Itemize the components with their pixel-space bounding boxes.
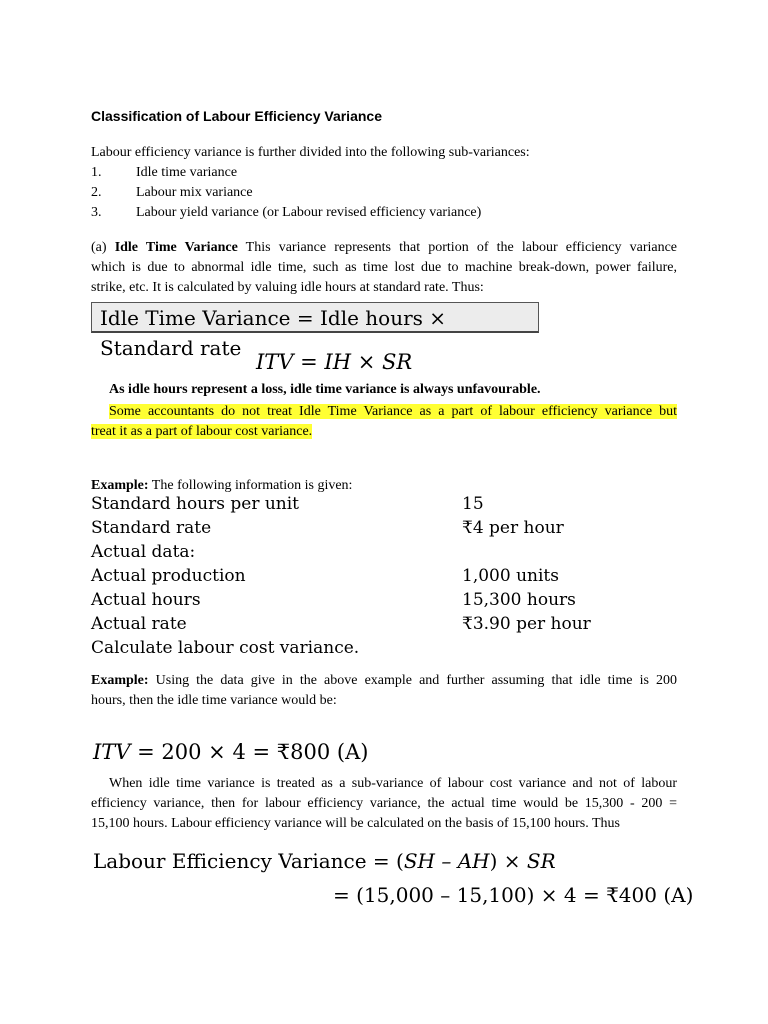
highlight-text: Some accountants do not treat Idle Time Variance as a part of labour efficiency variance but	[109, 404, 677, 419]
paragraph-line: Using the data give in the above example and further assuming that idle time is 200	[148, 673, 677, 688]
example-label: Example:	[91, 673, 149, 688]
itv-calc-rhs: = 200 × 4 = ₹800 (A)	[130, 740, 369, 764]
list-number: 3.	[91, 205, 102, 220]
itv-formula: ITV = IH × SR	[256, 350, 413, 374]
data-label: Actual hours	[91, 590, 201, 610]
paragraph-line: When idle time variance is treated as a sub-variance of labour cost variance and not of labour	[109, 776, 677, 791]
idle-time-paragraph	[91, 238, 677, 298]
data-value: ₹4 per hour	[462, 518, 564, 538]
list-item: Labour yield variance (or Labour revised efficiency variance)	[136, 205, 482, 220]
example-label: Example:	[91, 478, 149, 493]
highlighted-paragraph	[91, 402, 677, 442]
data-value: 15,300 hours	[462, 590, 576, 610]
list-number: 2.	[91, 185, 102, 200]
data-value: 1,000 units	[462, 566, 559, 586]
formula-text: ) ×	[489, 849, 527, 873]
example-text: The following information is given:	[148, 478, 353, 493]
example-two-paragraph	[91, 671, 677, 711]
paragraph-line: This variance represents that portion of the labour efficiency variance	[237, 240, 678, 255]
section-heading: Classification of Labour Efficiency Variance	[91, 108, 382, 124]
unfavourable-note: As idle hours represent a loss, idle time variance is always unfavourable.	[109, 382, 541, 397]
data-label: Standard hours per unit	[91, 494, 300, 514]
data-label: Standard rate	[91, 518, 212, 538]
itv-symbol: ITV	[93, 740, 131, 764]
idle-time-title: Idle Time Variance	[114, 240, 238, 255]
paragraph-line: which is due to abnormal idle time, such as time lost due to machine break-down, power failure,	[91, 260, 677, 275]
formula-italic: SR	[526, 849, 556, 873]
list-item: Labour mix variance	[136, 185, 253, 200]
formula-italic: SH – AH	[403, 849, 490, 873]
list-item: Idle time variance	[136, 165, 238, 180]
data-value: ₹3.90 per hour	[462, 614, 591, 634]
data-label: Calculate labour cost variance.	[91, 638, 360, 658]
list-number: 1.	[91, 165, 102, 180]
paragraph-line: strike, etc. It is calculated by valuing idle hours at standard rate. Thus:	[91, 280, 484, 295]
data-label: Actual data:	[91, 542, 196, 562]
labour-efficiency-formula	[93, 849, 556, 873]
section-prefix: (a)	[91, 240, 115, 255]
paragraph-line: 15,100 hours. Labour efficiency variance will be calculated on the basis of 15,100 hours. Thus	[91, 816, 621, 831]
data-label: Actual production	[91, 566, 246, 586]
paragraph-line: hours, then the idle time variance would be:	[91, 693, 337, 708]
data-label: Actual rate	[91, 614, 187, 634]
closing-paragraph	[91, 774, 677, 834]
idle-time-variance-formula-box: Idle Time Variance = Idle hours × Standard rate	[91, 302, 539, 333]
labour-efficiency-calculation: = (15,000 – 15,100) × 4 = ₹400 (A)	[333, 883, 694, 907]
intro-text: Labour efficiency variance is further divided into the following sub-variances:	[91, 145, 530, 160]
highlight-text: treat it as a part of labour cost variance.	[91, 424, 313, 439]
paragraph-line: efficiency variance, then for labour efficiency variance, the actual time would be 15,300 - 200 =	[91, 796, 677, 811]
data-value: 15	[462, 494, 484, 514]
formula-text: Labour Efficiency Variance = (	[93, 849, 404, 873]
itv-calculation	[93, 740, 368, 764]
